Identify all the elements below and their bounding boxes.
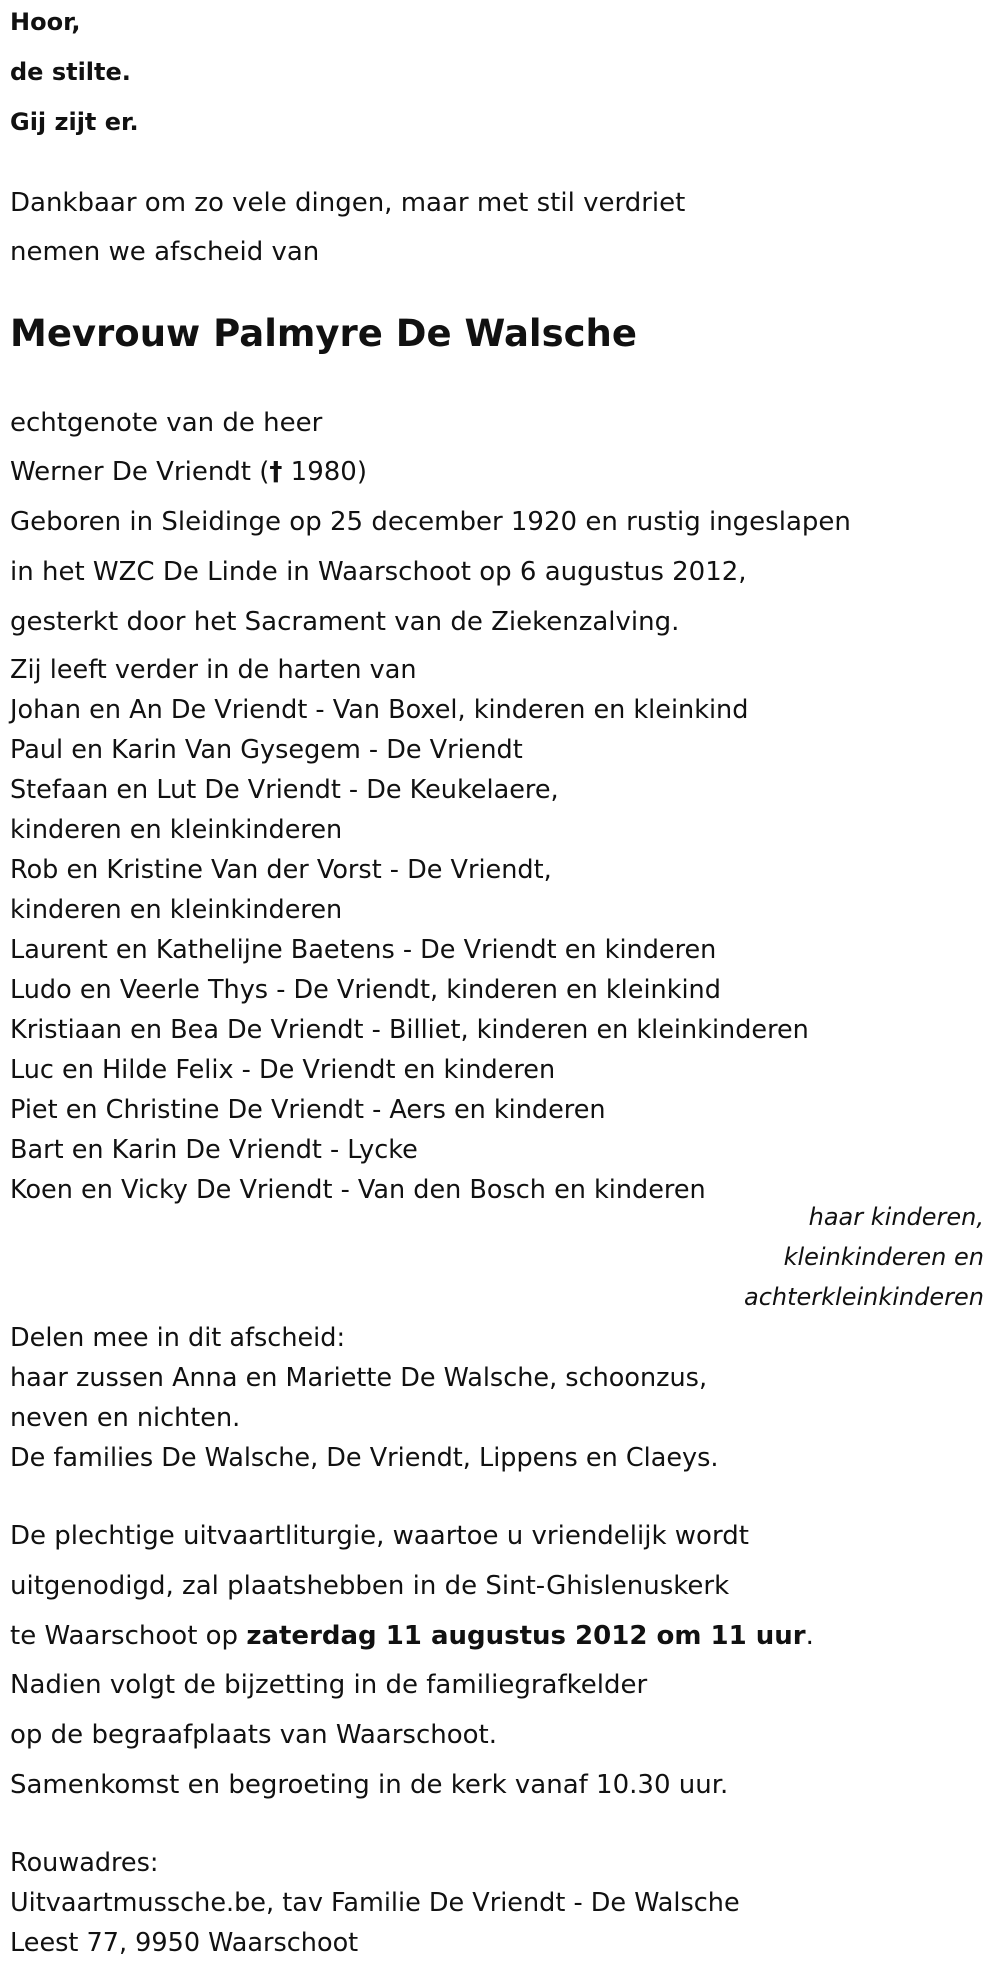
ceremony-date: zaterdag 11 augustus 2012 om 11 uur (246, 1621, 806, 1651)
family-line: Ludo en Veerle Thys - De Vriendt, kinderen en kleinkind (10, 975, 721, 1005)
address-heading: Rouwadres: (10, 1848, 159, 1878)
ceremony-date-suffix: . (805, 1621, 814, 1651)
shared-line: haar zussen Anna en Mariette De Walsche, schoonzus, (10, 1363, 708, 1393)
poem-line: Hoor, (10, 8, 81, 36)
family-line: Piet en Christine De Vriendt - Aers en kinderen (10, 1095, 606, 1125)
spouse-name: Werner De Vriendt ( (10, 457, 270, 487)
address-line: Uitvaartmussche.be, tav Familie De Vriendt - De Walsche (10, 1888, 740, 1918)
spouse-line: echtgenote van de heer (10, 408, 323, 438)
family-line: Johan en An De Vriendt - Van Boxel, kinderen en kleinkind (10, 695, 749, 725)
family-line: Bart en Karin De Vriendt - Lycke (10, 1135, 418, 1165)
family-line: kinderen en kleinkinderen (10, 895, 343, 925)
ceremony-line: Nadien volgt de bijzetting in de familiegrafkelder (10, 1670, 648, 1700)
ceremony-line: Samenkomst en begroeting in de kerk vanaf 10.30 uur. (10, 1770, 729, 1800)
ceremony-date-prefix: te Waarschoot op (10, 1621, 247, 1651)
family-line: Laurent en Kathelijne Baetens - De Vriendt en kinderen (10, 935, 717, 965)
family-line: Zij leeft verder in de harten van (10, 655, 417, 685)
family-line: Stefaan en Lut De Vriendt - De Keukelaere, (10, 775, 559, 805)
bio-line: in het WZC De Linde in Waarschoot op 6 augustus 2012, (10, 557, 747, 587)
family-line: Paul en Karin Van Gysegem - De Vriendt (10, 735, 523, 765)
shared-line: neven en nichten. (10, 1403, 241, 1433)
intro-line: nemen we afscheid van (10, 237, 320, 267)
spouse-name-line (10, 457, 367, 487)
family-line: kinderen en kleinkinderen (10, 815, 343, 845)
cross-icon: † (269, 457, 283, 487)
ceremony-date-line (10, 1621, 814, 1651)
poem-line: de stilte. (10, 58, 131, 86)
address-line: Leest 77, 9950 Waarschoot (10, 1928, 359, 1958)
bio-line: Geboren in Sleidinge op 25 december 1920 en rustig ingeslapen (10, 507, 851, 537)
family-line: Koen en Vicky De Vriendt - Van den Bosch en kinderen (10, 1175, 706, 1205)
spouse-death-year: 1980) (282, 457, 367, 487)
deceased-name: Mevrouw Palmyre De Walsche (10, 312, 637, 355)
family-line: Kristiaan en Bea De Vriendt - Billiet, kinderen en kleinkinderen (10, 1015, 809, 1045)
signature-line: haar kinderen, (808, 1203, 984, 1231)
signature-line: achterkleinkinderen (744, 1283, 984, 1311)
ceremony-line: De plechtige uitvaartliturgie, waartoe u vriendelijk wordt (10, 1521, 749, 1551)
bio-line: gesterkt door het Sacrament van de Ziekenzalving. (10, 607, 680, 637)
signature-line: kleinkinderen en (783, 1243, 984, 1271)
intro-line: Dankbaar om zo vele dingen, maar met stil verdriet (10, 188, 686, 218)
family-line: Luc en Hilde Felix - De Vriendt en kinderen (10, 1055, 556, 1085)
shared-line: Delen mee in dit afscheid: (10, 1323, 346, 1353)
ceremony-line: op de begraafplaats van Waarschoot. (10, 1720, 498, 1750)
ceremony-line: uitgenodigd, zal plaatshebben in de Sint-Ghislenuskerk (10, 1571, 730, 1601)
poem-line: Gij zijt er. (10, 108, 139, 136)
shared-line: De families De Walsche, De Vriendt, Lippens en Claeys. (10, 1443, 719, 1473)
family-line: Rob en Kristine Van der Vorst - De Vriendt, (10, 855, 552, 885)
